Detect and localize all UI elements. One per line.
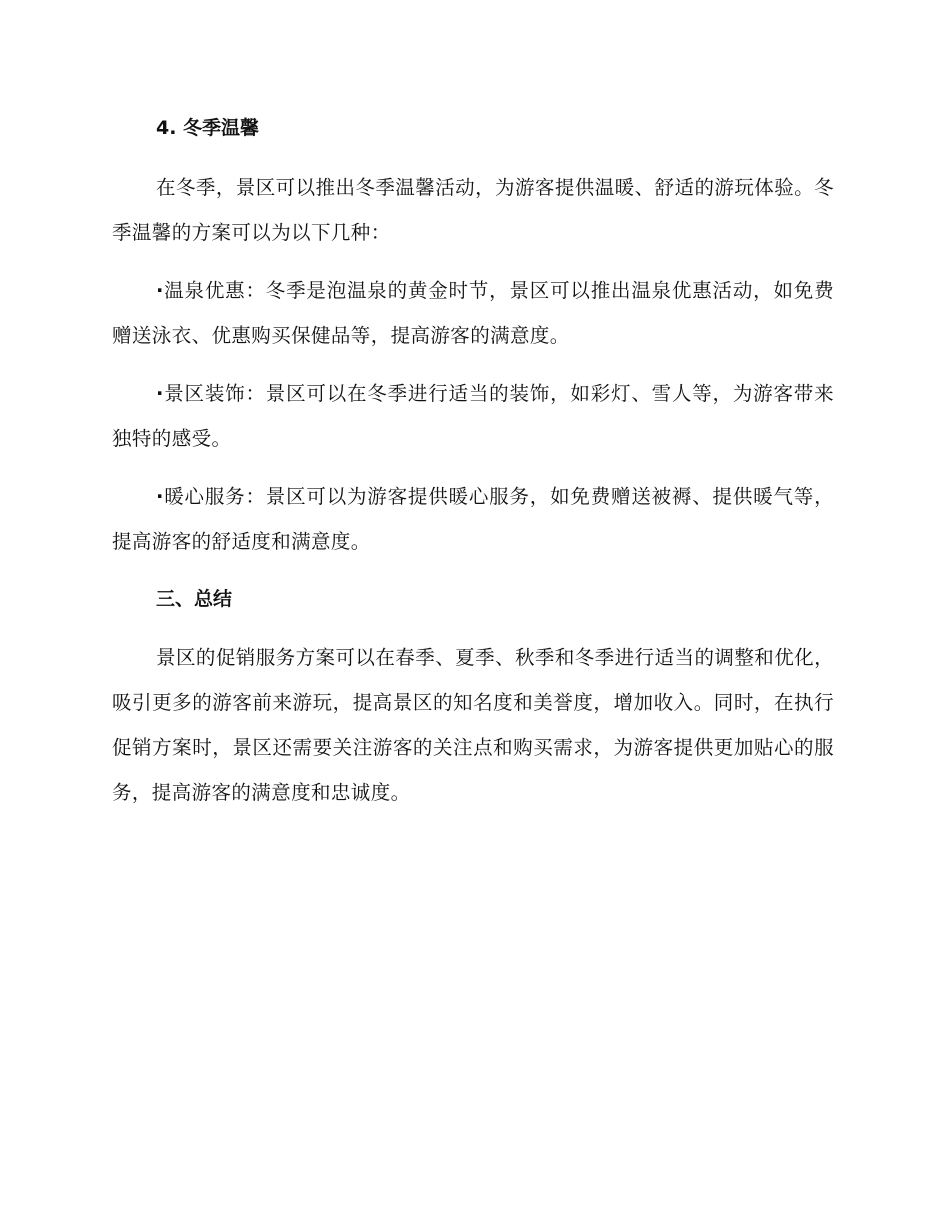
document-page xyxy=(112,112,834,815)
bullet-text: 景区装饰：景区可以在冬季进行适当的装饰，如彩灯、雪人等，为游客带来独特的感受。 xyxy=(112,382,834,450)
bullet-marker: · xyxy=(156,485,164,508)
bullet-marker: · xyxy=(156,279,164,302)
bullet-text: 温泉优惠：冬季是泡温泉的黄金时节，景区可以推出温泉优惠活动，如免费赠送泳衣、优惠购买保健品等，提高游客的满意度。 xyxy=(112,279,834,347)
bullet-text: 暖心服务：景区可以为游客提供暖心服务，如免费赠送被褥、提供暖气等，提高游客的舒适度和满意度。 xyxy=(112,485,834,553)
section-heading-summary: 三、总结 xyxy=(156,588,233,610)
bullet-warm-service xyxy=(112,474,834,564)
bullet-marker: · xyxy=(156,382,164,405)
winter-intro-paragraph: 在冬季，景区可以推出冬季温馨活动，为游客提供温暖、舒适的游玩体验。冬季温馨的方案可以为以下几种： xyxy=(112,176,834,244)
section-heading-winter: 4. 冬季温馨 xyxy=(156,117,260,139)
bullet-decoration xyxy=(112,371,834,461)
summary-paragraph: 景区的促销服务方案可以在春季、夏季、秋季和冬季进行适当的调整和优化，吸引更多的游客前来游玩，提高景区的知名度和美誉度，增加收入。同时，在执行促销方案时，景区还需要关注游客的关注点和购买需求，为游客提供更加贴心的服务，提高游客的满意度和忠诚度。 xyxy=(112,646,834,804)
bullet-hot-spring xyxy=(112,268,834,358)
